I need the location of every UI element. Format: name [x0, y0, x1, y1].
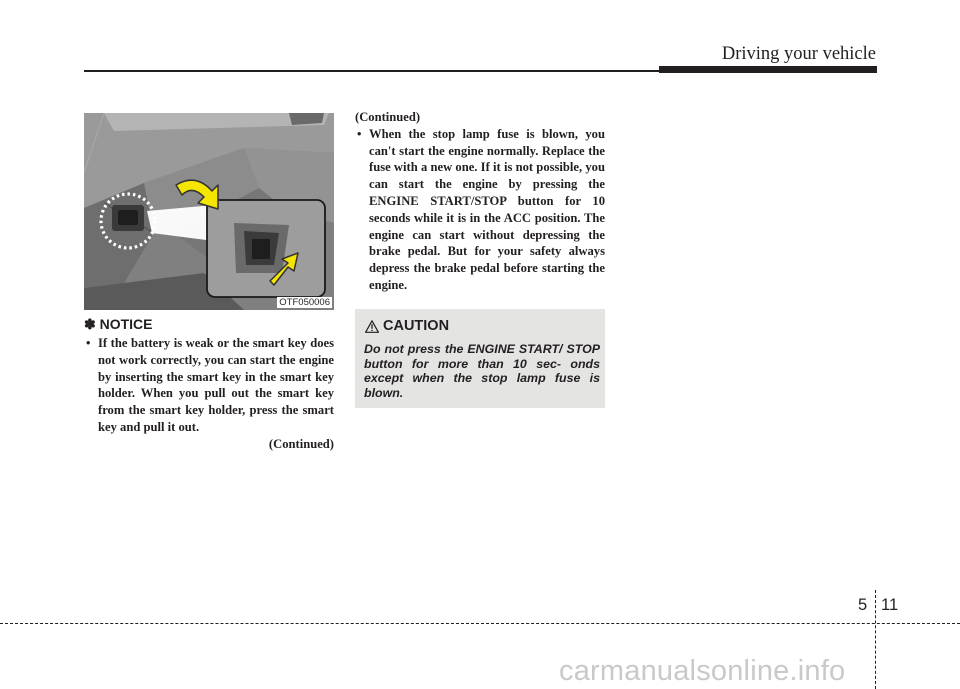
- caution-text: Do not press the ENGINE START/ STOP button for more than 10 sec- onds except when the stop lamp fuse is blown.: [364, 342, 600, 400]
- page-number-divider: [875, 590, 876, 689]
- illustration-drawing: [84, 113, 334, 310]
- caution-box: [355, 309, 605, 408]
- notice-continued-label: (Continued): [268, 436, 334, 451]
- figure-code: OTF050006: [279, 297, 330, 308]
- right-column-text: [355, 109, 605, 294]
- header-title: Driving your vehicle: [721, 44, 876, 64]
- page-number: 11: [881, 596, 899, 614]
- caution-heading: CAUTION: [383, 318, 450, 334]
- right-bullet-item: • When the stop lamp fuse is blown, you can't start the engine normally. Replace the fuse with a new one. If it is not possible, you can start the engine by pressing the ENGINE START/STOP button for 10 seconds while it is in the ACC position. The engine can start without depressing the brake pedal. But for your safety always depress the brake pedal before starting the engine.: [355, 126, 605, 294]
- header-rule-thick: [659, 66, 877, 73]
- footer-rule: [0, 623, 960, 624]
- caution-heading-row: [365, 318, 449, 334]
- header-rule-thin: [84, 70, 660, 72]
- notice-body: [84, 335, 334, 453]
- chapter-number: 5: [858, 596, 868, 614]
- warning-triangle-icon: [365, 320, 379, 333]
- right-continued-label: (Continued): [355, 110, 421, 124]
- notice-heading: ✽ NOTICE: [84, 316, 153, 332]
- notice-bullet-item: • If the battery is weak or the smart key does not work correctly, you can start the engine by inserting the smart key in the smart key holder. When you pull out the smart key from the smart key holder, press the smart key and pull it out.: [84, 335, 334, 436]
- smart-key-holder-illustration: [84, 113, 334, 310]
- watermark-text: carmanualsonline.info: [559, 655, 846, 687]
